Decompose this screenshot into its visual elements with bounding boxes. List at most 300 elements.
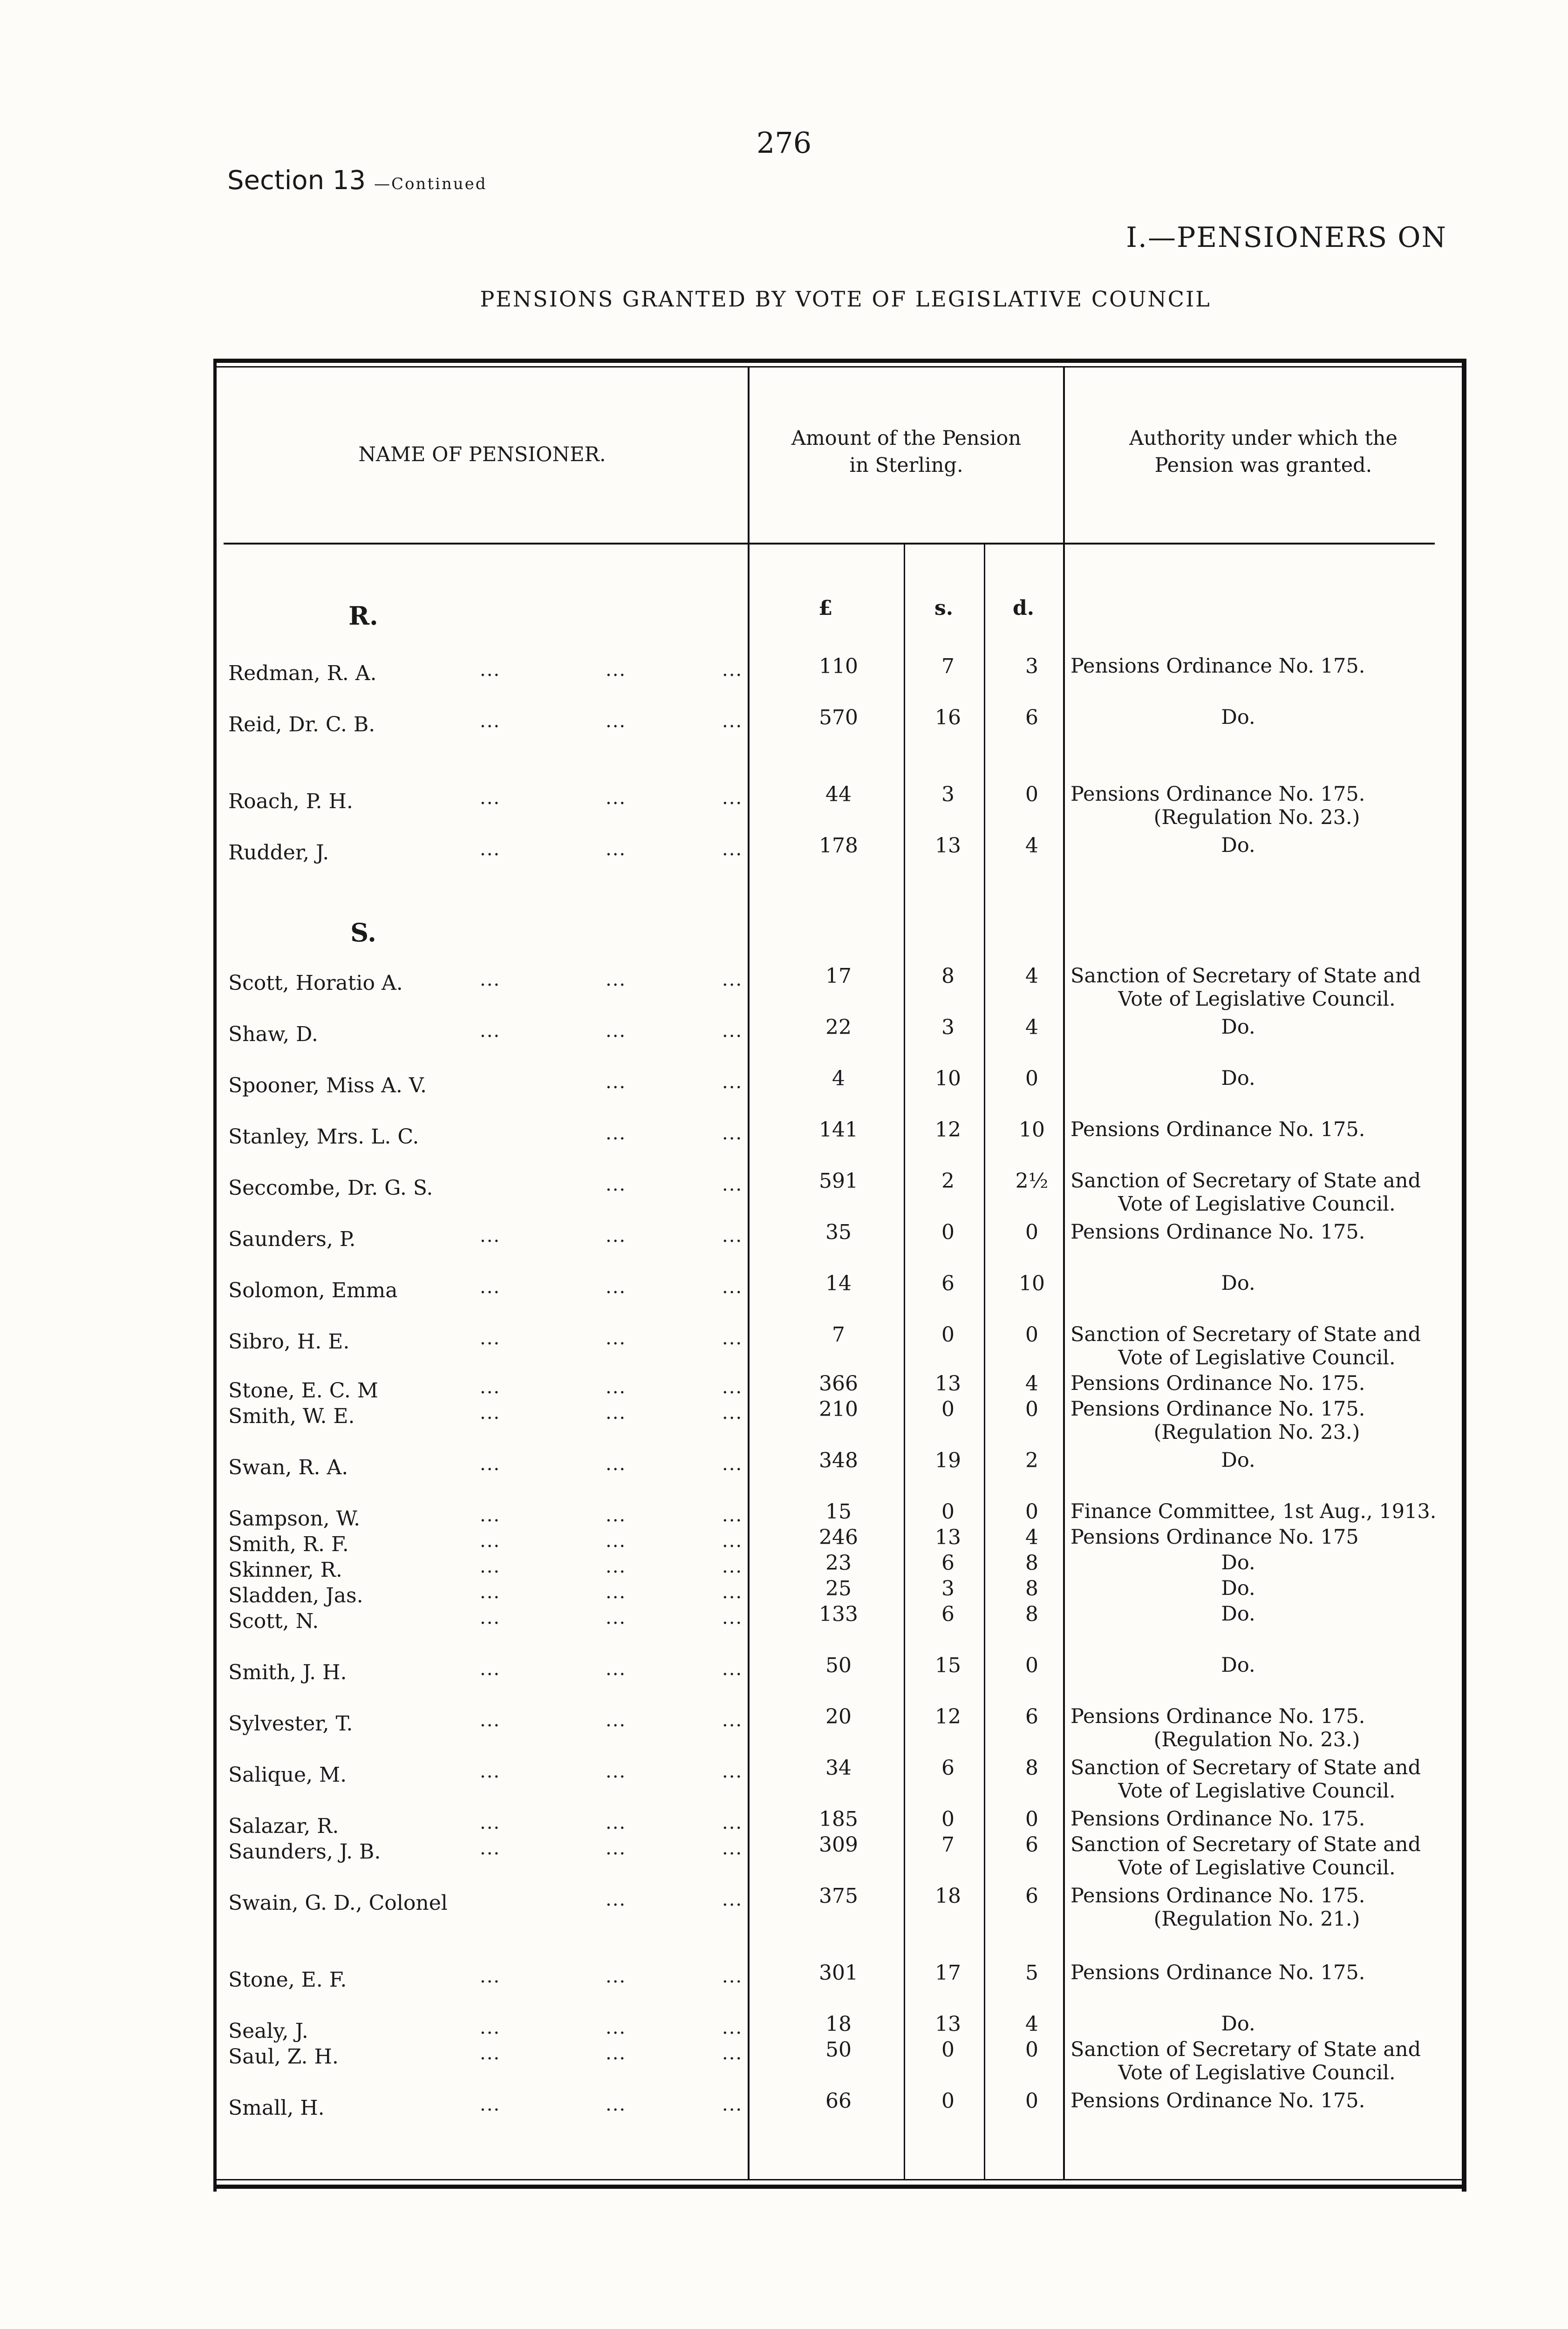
leader-dots: ... <box>722 1225 743 1246</box>
leader-dots: ... <box>722 1453 743 1475</box>
amount-pounds: 23 <box>825 1551 852 1575</box>
amount-pence: 4 <box>1025 1525 1038 1549</box>
leader-dots: ... <box>722 2043 743 2064</box>
header-authority-line1: Authority under which the <box>1129 427 1398 450</box>
amount-pounds: 141 <box>819 1118 858 1142</box>
pensioner-name: Solomon, Emma <box>228 1279 398 1302</box>
authority-text <box>1070 1654 1406 1677</box>
amount-shillings: 7 <box>941 1833 954 1857</box>
authority-line1: Do. <box>1221 1449 1255 1472</box>
header-authority-line2: Pension was granted. <box>1154 454 1372 477</box>
leader-dots: ... <box>606 1838 627 1859</box>
leader-dots: ... <box>606 1276 627 1298</box>
pensioner-name: Seccombe, Dr. G. S. <box>228 1176 433 1200</box>
authority-text <box>1070 1169 1443 1216</box>
amount-pence: 0 <box>1025 1654 1038 1677</box>
authority-text <box>1070 1272 1406 1295</box>
amount-pence: 8 <box>1025 1577 1038 1600</box>
authority-text <box>1070 964 1443 1011</box>
leader-dots: ... <box>480 1020 501 1042</box>
leader-dots: ... <box>722 1530 743 1552</box>
leader-dots: ... <box>606 1402 627 1423</box>
leader-dots: ... <box>606 969 627 990</box>
pensioner-name: Spooner, Miss A. V. <box>228 1074 427 1097</box>
authority-line1: Pensions Ordinance No. 175. <box>1070 1118 1365 1141</box>
leader-dots: ... <box>722 1812 743 1833</box>
pensioner-name: Smith, R. F. <box>228 1532 349 1556</box>
leader-dots: ... <box>722 1020 743 1042</box>
authority-line1: Sanction of Secretary of State and <box>1070 2038 1421 2061</box>
pensioner-name: Sealy, J. <box>228 2019 308 2043</box>
pensioner-name: Sladden, Jas. <box>228 1584 363 1607</box>
amount-shillings: 6 <box>941 1756 954 1780</box>
authority-line1: Pensions Ordinance No. 175. <box>1070 1807 1365 1831</box>
header-amount-line2: in Sterling. <box>849 454 963 477</box>
amount-pence: 4 <box>1025 2012 1038 2036</box>
leader-dots: ... <box>480 1453 501 1475</box>
amount-pounds: 25 <box>825 1577 852 1600</box>
amount-shillings: 0 <box>941 1323 954 1347</box>
authority-line1: Do. <box>1221 1551 1255 1574</box>
amount-shillings: 3 <box>941 1577 954 1600</box>
authority-text <box>1070 1500 1436 1523</box>
shillings-pence-divider <box>984 545 985 2179</box>
leader-dots: ... <box>722 787 743 809</box>
leader-dots: ... <box>480 1402 501 1423</box>
authority-text <box>1070 1705 1443 1751</box>
header-bottom-rule <box>224 543 1435 545</box>
authority-text <box>1070 2089 1365 2112</box>
authority-line2: Vote of Legislative Council. <box>1118 2061 1396 2084</box>
authority-text <box>1070 1756 1443 1803</box>
header-authority <box>1065 425 1462 479</box>
pensioner-name: Shaw, D. <box>228 1022 318 1046</box>
amount-pounds: 35 <box>825 1220 852 1244</box>
leader-dots: ... <box>722 1276 743 1298</box>
amount-pence: 0 <box>1025 2038 1038 2062</box>
leader-dots: ... <box>606 1505 627 1526</box>
leader-dots: ... <box>722 1658 743 1680</box>
amount-pence: 6 <box>1025 1884 1038 1908</box>
authority-line2: Vote of Legislative Council. <box>1118 1192 1396 1216</box>
authority-line2: Vote of Legislative Council. <box>1118 987 1396 1011</box>
leader-dots: ... <box>606 1453 627 1475</box>
authority-text <box>1070 1807 1365 1831</box>
table-bottom-rule-inner <box>217 2179 1465 2180</box>
pensioner-name: Saunders, P. <box>228 1227 356 1251</box>
authority-text <box>1070 2012 1406 2036</box>
amount-pounds: 309 <box>819 1833 858 1857</box>
authority-text <box>1070 834 1406 857</box>
part-title: I.—PENSIONERS ON <box>1126 221 1447 254</box>
amount-shillings: 0 <box>941 2089 954 2113</box>
amount-pounds: 591 <box>819 1169 858 1193</box>
amount-shillings: 2 <box>941 1169 954 1193</box>
amount-pounds: 20 <box>825 1705 852 1729</box>
authority-text <box>1070 1372 1365 1395</box>
amount-shillings: 0 <box>941 1500 954 1524</box>
authority-text <box>1070 1067 1406 1090</box>
pensioner-name: Scott, N. <box>228 1609 319 1633</box>
section-label <box>227 165 487 196</box>
amount-pence: 4 <box>1025 834 1038 858</box>
table-right-border <box>1462 359 1466 2192</box>
leader-dots: ... <box>606 1174 627 1195</box>
authority-line1: Sanction of Secretary of State and <box>1070 1323 1421 1346</box>
authority-text <box>1070 1961 1365 1984</box>
pensioner-name: Saul, Z. H. <box>228 2045 339 2069</box>
leader-dots: ... <box>722 1123 743 1144</box>
leader-dots: ... <box>480 2017 501 2038</box>
amount-pounds: 18 <box>825 2012 852 2036</box>
amount-pounds: 44 <box>825 783 852 806</box>
pensioner-name: Scott, Horatio A. <box>228 971 403 995</box>
amount-shillings: 3 <box>941 783 954 806</box>
amount-pounds: 14 <box>825 1272 852 1295</box>
amount-pounds: 133 <box>819 1602 858 1626</box>
leader-dots: ... <box>480 1709 501 1731</box>
amount-shillings: 12 <box>935 1118 961 1142</box>
amount-shillings: 13 <box>935 834 961 858</box>
leader-dots: ... <box>480 1658 501 1680</box>
amount-pounds: 50 <box>825 2038 852 2062</box>
leader-dots: ... <box>480 1328 501 1349</box>
leader-dots: ... <box>606 1020 627 1042</box>
leader-dots: ... <box>722 838 743 860</box>
authority-line1: Pensions Ordinance No. 175. <box>1070 1884 1365 1907</box>
authority-line1: Sanction of Secretary of State and <box>1070 964 1421 987</box>
pensioner-name: Stanley, Mrs. L. C. <box>228 1125 419 1149</box>
authority-text <box>1070 1602 1406 1626</box>
leader-dots: ... <box>480 659 501 681</box>
amount-pence: 0 <box>1025 1220 1038 1244</box>
leader-dots: ... <box>480 1607 501 1628</box>
amount-pounds: 366 <box>819 1372 858 1396</box>
pensioner-name: Sampson, W. <box>228 1507 361 1531</box>
leader-dots: ... <box>722 1581 743 1603</box>
amount-shillings: 0 <box>941 1220 954 1244</box>
authority-line2: Vote of Legislative Council. <box>1118 1856 1396 1880</box>
amount-shillings: 10 <box>935 1067 961 1090</box>
amount-shillings: 0 <box>941 1397 954 1421</box>
pensioner-name: Stone, E. C. M <box>228 1379 378 1403</box>
leader-dots: ... <box>606 1889 627 1910</box>
authority-line1: Pensions Ordinance No. 175. <box>1070 1961 1365 1984</box>
leader-dots: ... <box>606 1123 627 1144</box>
amount-pence: 8 <box>1025 1602 1038 1626</box>
amount-pounds: 15 <box>825 1500 852 1524</box>
leader-dots: ... <box>722 2017 743 2038</box>
amount-pence: 0 <box>1025 1397 1038 1421</box>
authority-line1: Do. <box>1221 1602 1255 1626</box>
amount-shillings: 6 <box>941 1551 954 1575</box>
authority-text <box>1070 1884 1443 1931</box>
authority-line2: (Regulation No. 23.) <box>1153 1421 1360 1444</box>
leader-dots: ... <box>480 2043 501 2064</box>
authority-line1: Pensions Ordinance No. 175 <box>1070 1525 1359 1549</box>
leader-dots: ... <box>480 969 501 990</box>
amount-pounds: 375 <box>819 1884 858 1908</box>
leader-dots: ... <box>722 969 743 990</box>
amount-column-divider <box>1063 368 1065 2179</box>
leader-dots: ... <box>480 1812 501 1833</box>
pensioner-name: Sibro, H. E. <box>228 1330 350 1354</box>
authority-line1: Sanction of Secretary of State and <box>1070 1756 1421 1779</box>
pensioner-name: Small, H. <box>228 2096 325 2120</box>
pensioner-name: Salique, M. <box>228 1763 347 1787</box>
authority-line2: Vote of Legislative Council. <box>1118 1346 1396 1369</box>
leader-dots: ... <box>606 710 627 732</box>
table-top-rule-inner <box>217 366 1465 368</box>
pensioner-name: Smith, J. H. <box>228 1661 347 1684</box>
authority-line1: Do. <box>1221 706 1255 729</box>
group-letter: R. <box>348 601 378 631</box>
authority-line1: Do. <box>1221 1015 1255 1039</box>
leader-dots: ... <box>606 1376 627 1398</box>
leader-dots: ... <box>606 1658 627 1680</box>
leader-dots: ... <box>722 1556 743 1577</box>
amount-shillings: 0 <box>941 1807 954 1831</box>
leader-dots: ... <box>722 659 743 681</box>
amount-shillings: 17 <box>935 1961 961 1985</box>
authority-line1: Pensions Ordinance No. 175. <box>1070 654 1365 678</box>
unit-pence: d. <box>1012 596 1035 620</box>
pensioner-name: Swain, G. D., Colonel <box>228 1891 448 1915</box>
pounds-shillings-divider <box>904 545 905 2179</box>
leader-dots: ... <box>606 1966 627 1987</box>
leader-dots: ... <box>480 1761 501 1782</box>
authority-text <box>1070 654 1365 678</box>
authority-line1: Do. <box>1221 1577 1255 1600</box>
authority-line2: (Regulation No. 23.) <box>1153 1728 1360 1751</box>
leader-dots: ... <box>480 1225 501 1246</box>
amount-shillings: 6 <box>941 1602 954 1626</box>
leader-dots: ... <box>722 1505 743 1526</box>
authority-text <box>1070 1118 1365 1141</box>
amount-pence: 8 <box>1025 1551 1038 1575</box>
authority-line2: (Regulation No. 23.) <box>1153 806 1360 829</box>
leader-dots: ... <box>606 1328 627 1349</box>
amount-shillings: 3 <box>941 1015 954 1039</box>
authority-line1: Pensions Ordinance No. 175. <box>1070 783 1365 806</box>
leader-dots: ... <box>480 1505 501 1526</box>
authority-text <box>1070 1449 1406 1472</box>
amount-pounds: 210 <box>819 1397 858 1421</box>
amount-pounds: 348 <box>819 1449 858 1472</box>
leader-dots: ... <box>722 1376 743 1398</box>
leader-dots: ... <box>606 787 627 809</box>
leader-dots: ... <box>606 1607 627 1628</box>
leader-dots: ... <box>606 1812 627 1833</box>
authority-text <box>1070 1525 1359 1549</box>
amount-pence: 10 <box>1019 1118 1045 1142</box>
leader-dots: ... <box>722 1174 743 1195</box>
authority-text <box>1070 1397 1443 1444</box>
leader-dots: ... <box>480 787 501 809</box>
unit-pounds: £ <box>818 596 833 620</box>
amount-pounds: 22 <box>825 1015 852 1039</box>
amount-pounds: 7 <box>832 1323 845 1347</box>
authority-text <box>1070 1323 1443 1369</box>
authority-line1: Finance Committee, 1st Aug., 1913. <box>1070 1500 1437 1523</box>
leader-dots: ... <box>606 2017 627 2038</box>
pensioner-name: Roach, P. H. <box>228 790 353 813</box>
amount-shillings: 19 <box>935 1449 961 1472</box>
authority-text <box>1070 1015 1406 1039</box>
leader-dots: ... <box>606 2043 627 2064</box>
authority-line1: Do. <box>1221 1067 1255 1090</box>
amount-pounds: 246 <box>819 1525 858 1549</box>
authority-line1: Pensions Ordinance No. 175. <box>1070 1705 1365 1728</box>
leader-dots: ... <box>722 710 743 732</box>
authority-text <box>1070 783 1443 829</box>
pensioner-name: Stone, E. F. <box>228 1968 347 1992</box>
amount-shillings: 7 <box>941 654 954 678</box>
amount-pence: 6 <box>1025 706 1038 729</box>
authority-line1: Sanction of Secretary of State and <box>1070 1833 1421 1856</box>
pensioner-name: Reid, Dr. C. B. <box>228 713 375 736</box>
leader-dots: ... <box>606 1581 627 1603</box>
amount-pence: 2½ <box>1015 1169 1049 1193</box>
leader-dots: ... <box>606 1761 627 1782</box>
amount-pounds: 34 <box>825 1756 852 1780</box>
authority-line2: Vote of Legislative Council. <box>1118 1779 1396 1803</box>
authority-text <box>1070 1551 1406 1574</box>
authority-text <box>1070 1220 1365 1244</box>
leader-dots: ... <box>722 1966 743 1987</box>
amount-pounds: 178 <box>819 834 858 858</box>
authority-line2: (Regulation No. 21.) <box>1153 1907 1360 1931</box>
leader-dots: ... <box>722 1328 743 1349</box>
authority-line1: Pensions Ordinance No. 175. <box>1070 1372 1365 1395</box>
leader-dots: ... <box>606 659 627 681</box>
leader-dots: ... <box>606 2094 627 2115</box>
authority-line1: Do. <box>1221 1272 1255 1295</box>
leader-dots: ... <box>480 1556 501 1577</box>
amount-pounds: 185 <box>819 1807 858 1831</box>
table-bottom-rule <box>217 2185 1465 2189</box>
leader-dots: ... <box>722 2094 743 2115</box>
authority-line1: Pensions Ordinance No. 175. <box>1070 1220 1365 1244</box>
amount-pence: 6 <box>1025 1833 1038 1857</box>
amount-shillings: 13 <box>935 1525 961 1549</box>
name-column-divider <box>748 368 750 2179</box>
authority-line1: Pensions Ordinance No. 175. <box>1070 2089 1365 2112</box>
amount-pence: 0 <box>1025 1323 1038 1347</box>
amount-shillings: 16 <box>935 706 961 729</box>
leader-dots: ... <box>722 1402 743 1423</box>
amount-pounds: 301 <box>819 1961 858 1985</box>
pensioner-name: Smith, W. E. <box>228 1404 355 1428</box>
authority-line1: Sanction of Secretary of State and <box>1070 1169 1421 1192</box>
amount-shillings: 13 <box>935 1372 961 1396</box>
header-amount-line1: Amount of the Pension <box>791 427 1022 450</box>
amount-pence: 3 <box>1025 654 1038 678</box>
header-amount <box>750 425 1063 479</box>
pensioner-name: Redman, R. A. <box>228 661 377 685</box>
amount-pounds: 570 <box>819 706 858 729</box>
table-subtitle: PENSIONS GRANTED BY VOTE OF LEGISLATIVE COUNCIL <box>480 286 1211 312</box>
authority-line1: Pensions Ordinance No. 175. <box>1070 1397 1365 1421</box>
amount-pence: 2 <box>1025 1449 1038 1472</box>
leader-dots: ... <box>606 1709 627 1731</box>
amount-shillings: 13 <box>935 2012 961 2036</box>
section-continued: —Continued <box>374 175 487 193</box>
amount-pence: 4 <box>1025 1372 1038 1396</box>
authority-text <box>1070 1833 1443 1880</box>
pensioner-name: Saunders, J. B. <box>228 1840 381 1864</box>
leader-dots: ... <box>722 1761 743 1782</box>
leader-dots: ... <box>722 1607 743 1628</box>
amount-pounds: 66 <box>825 2089 852 2113</box>
amount-pounds: 110 <box>819 654 858 678</box>
pensioner-name: Skinner, R. <box>228 1558 342 1582</box>
amount-pence: 5 <box>1025 1961 1038 1985</box>
section-name: Section 13 <box>227 165 366 196</box>
leader-dots: ... <box>480 1276 501 1298</box>
amount-shillings: 8 <box>941 964 954 988</box>
authority-text <box>1070 706 1406 729</box>
header-name: NAME OF PENSIONER. <box>358 443 606 466</box>
leader-dots: ... <box>480 1376 501 1398</box>
table-top-rule <box>217 359 1465 363</box>
pensioner-name: Sylvester, T. <box>228 1712 353 1736</box>
leader-dots: ... <box>606 838 627 860</box>
leader-dots: ... <box>606 1556 627 1577</box>
amount-shillings: 12 <box>935 1705 961 1729</box>
amount-pence: 0 <box>1025 1807 1038 1831</box>
page-number: 276 <box>756 126 812 160</box>
amount-pence: 8 <box>1025 1756 1038 1780</box>
leader-dots: ... <box>606 1530 627 1552</box>
amount-pence: 10 <box>1019 1272 1045 1295</box>
leader-dots: ... <box>722 1709 743 1731</box>
amount-pence: 0 <box>1025 783 1038 806</box>
amount-shillings: 0 <box>941 2038 954 2062</box>
amount-pence: 6 <box>1025 1705 1038 1729</box>
amount-shillings: 6 <box>941 1272 954 1295</box>
leader-dots: ... <box>722 1071 743 1093</box>
leader-dots: ... <box>606 1071 627 1093</box>
amount-pounds: 4 <box>832 1067 845 1090</box>
table-left-border <box>213 359 217 2192</box>
unit-shillings: s. <box>934 596 954 620</box>
leader-dots: ... <box>606 1225 627 1246</box>
leader-dots: ... <box>722 1889 743 1910</box>
leader-dots: ... <box>480 710 501 732</box>
leader-dots: ... <box>480 1530 501 1552</box>
authority-line1: Do. <box>1221 834 1255 857</box>
pensioner-name: Salazar, R. <box>228 1814 339 1838</box>
amount-pence: 0 <box>1025 1067 1038 1090</box>
amount-pence: 0 <box>1025 1500 1038 1524</box>
leader-dots: ... <box>480 2094 501 2115</box>
pensioner-name: Rudder, J. <box>228 841 329 865</box>
amount-pence: 4 <box>1025 964 1038 988</box>
leader-dots: ... <box>480 1966 501 1987</box>
leader-dots: ... <box>480 1838 501 1859</box>
leader-dots: ... <box>722 1838 743 1859</box>
authority-text <box>1070 2038 1443 2084</box>
pensioner-name: Swan, R. A. <box>228 1456 348 1479</box>
amount-shillings: 18 <box>935 1884 961 1908</box>
authority-line1: Do. <box>1221 1654 1255 1677</box>
leader-dots: ... <box>480 1581 501 1603</box>
amount-pence: 0 <box>1025 2089 1038 2113</box>
amount-pence: 4 <box>1025 1015 1038 1039</box>
authority-text <box>1070 1577 1406 1600</box>
amount-pounds: 50 <box>825 1654 852 1677</box>
